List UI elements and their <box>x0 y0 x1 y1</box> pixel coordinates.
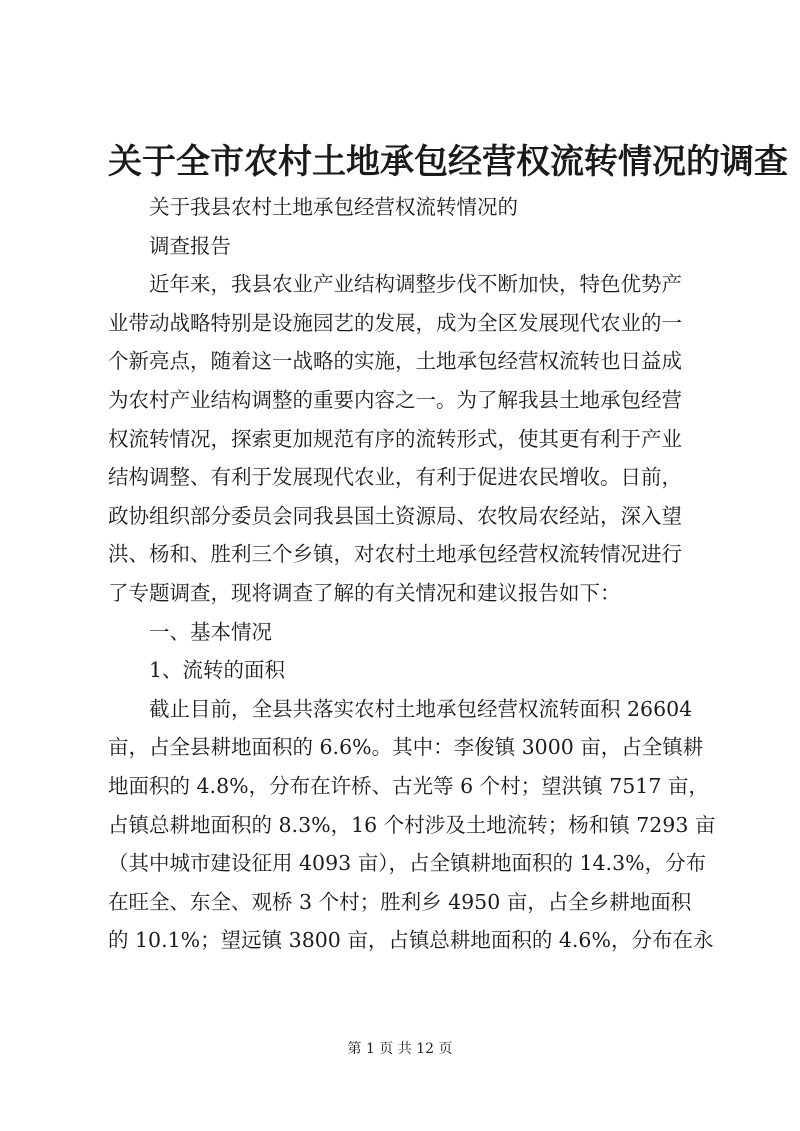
paragraph-line: 洪、杨和、胜利三个乡镇，对农村土地承包经营权流转情况进行 <box>108 542 682 567</box>
paragraph-line: 的 10.1%；望远镇 3800 亩，占镇总耕地面积的 4.6%，分布在永 <box>108 928 714 953</box>
subsection-heading: 1、流转的面积 <box>149 658 286 683</box>
subtitle-line-1: 关于我县农村土地承包经营权流转情况的 <box>149 195 518 219</box>
paragraph-line: （其中城市建设征用 4093 亩），占全镇耕地面积的 14.3%，分布 <box>108 851 707 876</box>
paragraph-line: 权流转情况，探索更加规范有序的流转形式，使其更有利于产业 <box>108 426 682 451</box>
page-number: 第 1 页 共 12 页 <box>347 1041 453 1057</box>
paragraph-line: 截止目前，全县共落实农村土地承包经营权流转面积 26604 <box>149 696 693 721</box>
paragraph-line: 个新亮点，随着这一战略的实施，土地承包经营权流转也日益成 <box>108 349 682 374</box>
page-title: 关于全市农村土地承包经营权流转情况的调查 <box>108 142 788 182</box>
document-body <box>108 188 716 960</box>
paragraph-line: 为农村产业结构调整的重要内容之一。为了解我县土地承包经营 <box>108 387 682 412</box>
section-heading: 一、基本情况 <box>149 619 272 644</box>
paragraph-line: 亩，占全县耕地面积的 6.6%。其中：李俊镇 3000 亩，占全镇耕 <box>108 735 704 760</box>
paragraph-line: 占镇总耕地面积的 8.3%，16 个村涉及土地流转；杨和镇 7293 亩 <box>108 812 716 837</box>
paragraph-line: 政协组织部分委员会同我县国土资源局、农牧局农经站，深入望 <box>108 503 682 528</box>
paragraph-line: 近年来，我县农业产业结构调整步伐不断加快，特色优势产 <box>149 272 682 297</box>
paragraph-line: 业带动战略特别是设施园艺的发展，成为全区发展现代农业的一 <box>108 310 682 335</box>
paragraph-line: 地面积的 4.8%，分布在许桥、古光等 6 个村；望洪镇 7517 亩， <box>108 773 709 798</box>
subtitle-line-2: 调查报告 <box>149 233 231 258</box>
paragraph-line: 了专题调查，现将调查了解的有关情况和建议报告如下： <box>108 580 621 605</box>
paragraph-line: 结构调整、有利于发展现代农业，有利于促进农民增收。日前， <box>108 465 682 490</box>
paragraph-line: 在旺全、东全、观桥 3 个村；胜利乡 4950 亩，占全乡耕地面积 <box>108 889 692 914</box>
